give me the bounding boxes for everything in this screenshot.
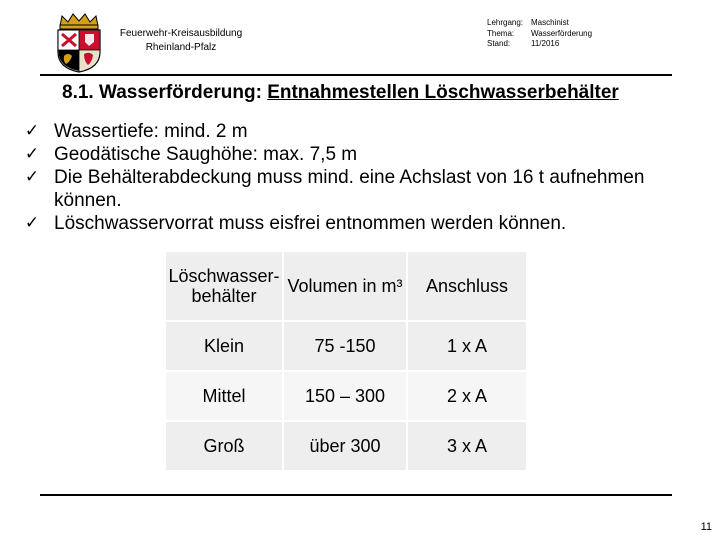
meta-value: 11/2016 bbox=[531, 39, 560, 48]
column-header-volume: Volumen in m³ bbox=[283, 252, 407, 321]
table-cell: 75 -150 bbox=[283, 321, 407, 371]
table-row bbox=[166, 321, 526, 371]
slide-title-prefix: 8.1. Wasserförderung: bbox=[62, 82, 268, 103]
table-cell: Klein bbox=[166, 321, 283, 371]
table-cell: Mittel bbox=[166, 371, 283, 421]
requirements-list bbox=[8, 120, 668, 235]
list-item-text: Wassertiefe: mind. 2 m bbox=[54, 121, 248, 142]
meta-row-date bbox=[487, 39, 592, 50]
check-icon: ✓ bbox=[24, 213, 40, 233]
table-row bbox=[166, 371, 526, 421]
meta-key: Stand: bbox=[487, 39, 511, 48]
table-cell: 1 x A bbox=[407, 321, 526, 371]
container-size-table bbox=[166, 252, 526, 472]
column-header-container-line-1: Löschwasser- bbox=[168, 266, 280, 286]
list-item-text: Die Behälterabdeckung muss mind. eine Achslast von 16 t aufnehmen können. bbox=[54, 167, 645, 211]
table-cell: über 300 bbox=[283, 421, 407, 471]
slide-title bbox=[62, 82, 619, 104]
list-item bbox=[8, 120, 668, 143]
column-header-connection: Anschluss bbox=[407, 252, 526, 321]
list-item bbox=[8, 166, 668, 212]
meta-row-topic bbox=[487, 29, 592, 40]
meta-key: Thema: bbox=[487, 28, 515, 38]
organization-line-2: Rheinland-Pfalz bbox=[145, 42, 217, 53]
list-item bbox=[8, 143, 668, 166]
meta-key: Lehrgang: bbox=[487, 18, 524, 27]
header-divider bbox=[40, 74, 672, 76]
slide-title-underlined: Entnahmestellen Löschwasserbehälter bbox=[267, 82, 619, 103]
page-number: 11 bbox=[700, 521, 712, 533]
footer-divider bbox=[40, 494, 672, 496]
list-item-text: Löschwasservorrat muss eisfrei entnommen werden können. bbox=[54, 213, 567, 234]
meta-value: Maschinist bbox=[531, 18, 569, 27]
meta-row-course bbox=[487, 18, 592, 29]
column-header-container bbox=[166, 252, 283, 321]
table-cell: Groß bbox=[166, 421, 283, 471]
course-meta bbox=[487, 18, 592, 50]
table-cell: 3 x A bbox=[407, 421, 526, 471]
check-icon: ✓ bbox=[24, 144, 40, 164]
table-cell: 150 – 300 bbox=[283, 371, 407, 421]
table-row bbox=[166, 421, 526, 471]
table-cell: 2 x A bbox=[407, 371, 526, 421]
table-header-row bbox=[166, 252, 526, 321]
list-item bbox=[8, 212, 668, 235]
check-icon: ✓ bbox=[24, 121, 40, 141]
column-header-container-line-2: behälter bbox=[191, 286, 257, 306]
meta-value: Wasserförderung bbox=[531, 28, 593, 38]
coat-of-arms-icon bbox=[52, 12, 106, 74]
check-icon: ✓ bbox=[24, 167, 40, 187]
organization-line-1: Feuerwehr-Kreisausbildung bbox=[119, 28, 243, 39]
list-item-text: Geodätische Saughöhe: max. 7,5 m bbox=[54, 144, 358, 165]
organization-name bbox=[110, 27, 252, 55]
